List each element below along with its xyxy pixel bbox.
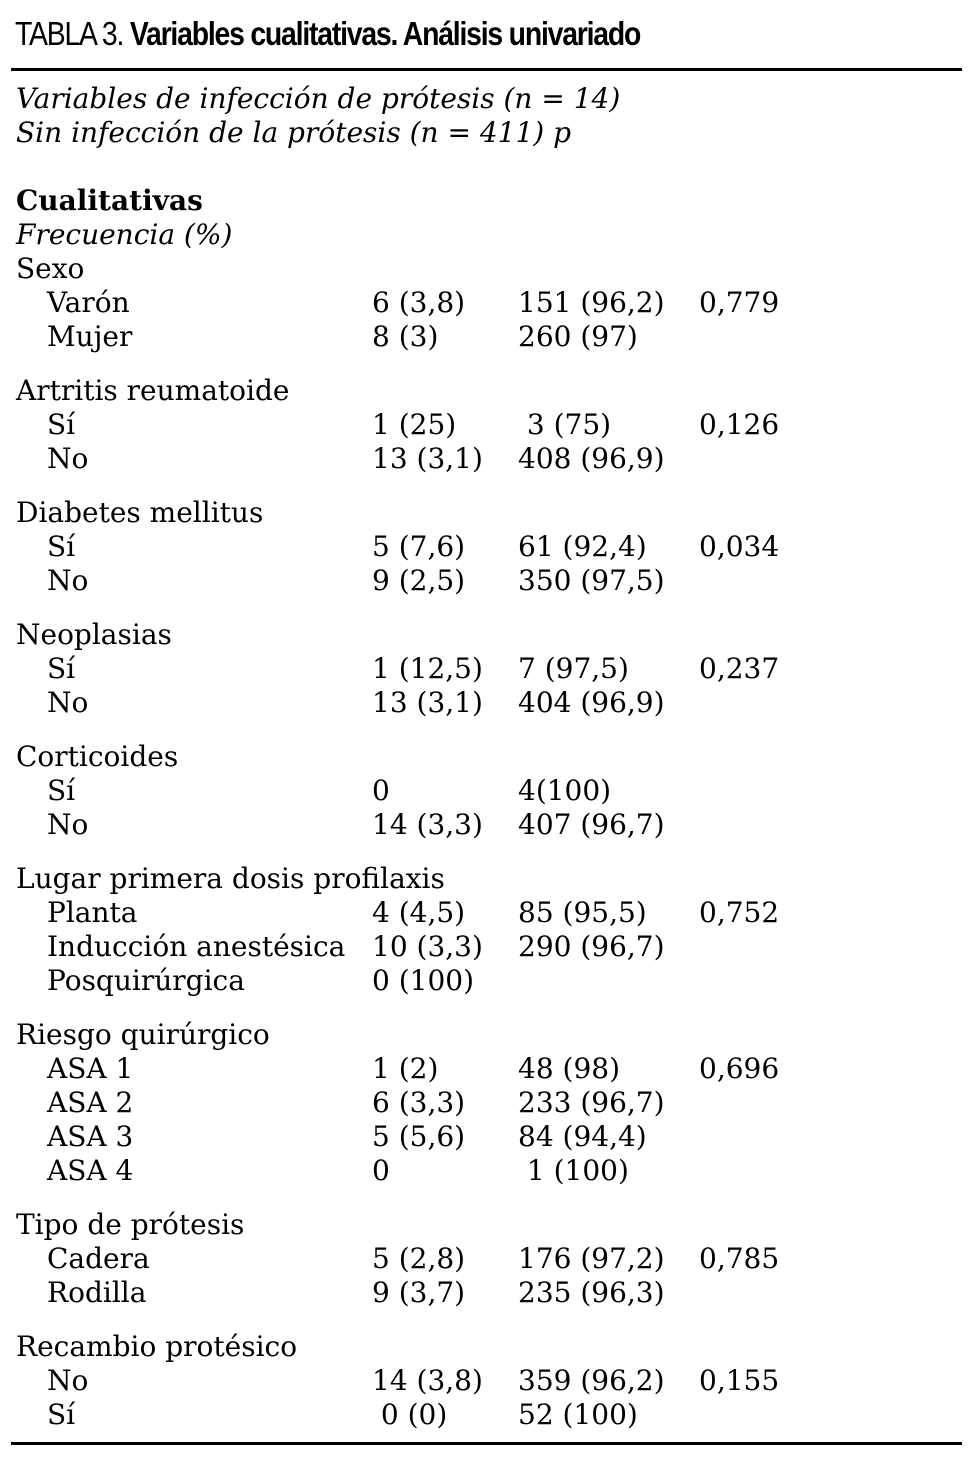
infection-count: 6 (3,8) — [372, 286, 466, 319]
table-row — [16, 1086, 665, 1120]
variable-group — [16, 618, 780, 720]
variable-group — [16, 862, 780, 998]
table-row — [16, 1242, 780, 1276]
table-row — [16, 1154, 629, 1188]
no-infection-count: 4(100) — [518, 774, 612, 807]
row-label: Sí — [47, 530, 76, 563]
bottom-rule — [11, 1442, 962, 1445]
no-infection-count: 404 (96,9) — [518, 686, 665, 719]
row-label: Cadera — [47, 1242, 150, 1275]
table-row — [16, 564, 665, 598]
table-row — [16, 1398, 638, 1432]
table-row — [16, 774, 612, 808]
infection-count: 5 (5,6) — [372, 1120, 466, 1153]
group-name: Riesgo quirúrgico — [16, 1018, 270, 1051]
no-infection-count: 408 (96,9) — [518, 442, 665, 475]
table-row — [16, 1276, 665, 1310]
table-row — [16, 1364, 780, 1398]
no-infection-count: 151 (96,2) — [518, 286, 665, 319]
no-infection-count: 176 (97,2) — [518, 1242, 665, 1275]
no-infection-count: 290 (96,7) — [518, 930, 665, 963]
no-infection-count: 85 (95,5) — [518, 896, 647, 929]
no-infection-count: 84 (94,4) — [518, 1120, 647, 1153]
group-name: Corticoides — [16, 740, 179, 773]
infection-count: 0 (100) — [372, 964, 475, 997]
p-value: 0,155 — [699, 1364, 780, 1397]
no-infection-count: 407 (96,7) — [518, 808, 665, 841]
row-label: Varón — [47, 286, 130, 319]
table-row — [16, 442, 665, 476]
variable-group — [16, 496, 780, 598]
no-infection-count: 235 (96,3) — [518, 1276, 665, 1309]
infection-count: 0 (0) — [372, 1398, 448, 1431]
no-infection-count: 359 (96,2) — [518, 1364, 665, 1397]
header-line: Sin infección de la prótesis (n = 411) p — [16, 116, 572, 149]
no-infection-count: 48 (98) — [518, 1052, 621, 1085]
row-label: No — [47, 442, 89, 475]
p-value: 0,126 — [699, 408, 780, 441]
no-infection-count: 350 (97,5) — [518, 564, 665, 597]
table-row — [16, 964, 475, 998]
no-infection-count: 1 (100) — [518, 1154, 629, 1187]
infection-count: 6 (3,3) — [372, 1086, 466, 1119]
infection-count: 0 — [372, 774, 390, 807]
p-value: 0,237 — [699, 652, 780, 685]
group-name: Artritis reumatoide — [16, 374, 290, 407]
no-infection-count: 7 (97,5) — [518, 652, 629, 685]
no-infection-count: 52 (100) — [518, 1398, 638, 1431]
infection-count: 5 (7,6) — [372, 530, 466, 563]
no-infection-count: 61 (92,4) — [518, 530, 647, 563]
header-line: Variables de infección de prótesis (n = 14) — [16, 82, 621, 115]
group-name: Lugar primera dosis profilaxis — [16, 862, 445, 895]
group-name: Tipo de prótesis — [16, 1208, 245, 1241]
p-value: 0,785 — [699, 1242, 780, 1275]
row-label: ASA 3 — [47, 1120, 134, 1153]
p-value: 0,779 — [699, 286, 780, 319]
p-value: 0,752 — [699, 896, 780, 929]
table-row — [16, 652, 780, 686]
table-title-text: Variables cualitativas. Análisis univariado — [129, 15, 641, 52]
infection-count: 9 (3,7) — [372, 1276, 466, 1309]
infection-count: 13 (3,1) — [372, 442, 483, 475]
table-row — [16, 530, 780, 564]
variable-group — [16, 1018, 780, 1188]
table-row — [16, 320, 638, 354]
row-label: Sí — [47, 652, 76, 685]
no-infection-count: 233 (96,7) — [518, 1086, 665, 1119]
infection-count: 10 (3,3) — [372, 930, 483, 963]
top-rule — [11, 68, 962, 71]
row-label: Sí — [47, 408, 76, 441]
variable-groups — [16, 252, 780, 1432]
infection-count: 5 (2,8) — [372, 1242, 466, 1275]
row-label: No — [47, 686, 89, 719]
variable-group — [16, 1208, 780, 1310]
group-name: Sexo — [16, 252, 85, 285]
infection-count: 13 (3,1) — [372, 686, 483, 719]
group-name: Recambio protésico — [16, 1330, 298, 1363]
table-row — [16, 1120, 647, 1154]
no-infection-count: 3 (75) — [518, 408, 612, 441]
infection-count: 1 (25) — [372, 408, 457, 441]
infection-count: 1 (2) — [372, 1052, 439, 1085]
row-label: No — [47, 564, 89, 597]
variable-group — [16, 252, 780, 354]
row-label: Mujer — [47, 320, 133, 353]
row-label: ASA 1 — [47, 1052, 134, 1085]
row-label: Planta — [47, 896, 138, 929]
row-label: No — [47, 1364, 89, 1397]
table-row — [16, 930, 665, 964]
table-row — [16, 808, 665, 842]
infection-count: 4 (4,5) — [372, 896, 466, 929]
group-name: Diabetes mellitus — [16, 496, 264, 529]
infection-count: 14 (3,3) — [372, 808, 483, 841]
row-label: Sí — [47, 1398, 76, 1431]
row-label: No — [47, 808, 89, 841]
row-label: Inducción anestésica — [47, 930, 346, 963]
table-body — [16, 184, 780, 1432]
table-row — [16, 896, 780, 930]
infection-count: 14 (3,8) — [372, 1364, 483, 1397]
column-header — [16, 82, 620, 150]
variable-group — [16, 374, 780, 476]
group-name: Neoplasias — [16, 618, 172, 651]
infection-count: 8 (3) — [372, 320, 439, 353]
row-label: ASA 4 — [47, 1154, 134, 1187]
table-label: TABLA 3. — [15, 15, 124, 52]
section-title: Cualitativas — [16, 184, 203, 217]
infection-count: 0 — [372, 1154, 390, 1187]
row-label: ASA 2 — [47, 1086, 134, 1119]
row-label: Posquirúrgica — [47, 964, 245, 997]
row-label: Sí — [47, 774, 76, 807]
p-value: 0,696 — [699, 1052, 780, 1085]
table-row — [16, 1052, 780, 1086]
variable-group — [16, 1330, 780, 1432]
table-title — [15, 14, 832, 54]
table-row — [16, 408, 780, 442]
table-row — [16, 686, 665, 720]
variable-group — [16, 740, 665, 842]
no-infection-count: 260 (97) — [518, 320, 638, 353]
section-subtitle: Frecuencia (%) — [16, 218, 233, 251]
p-value: 0,034 — [699, 530, 780, 563]
table-row — [16, 286, 780, 320]
infection-count: 9 (2,5) — [372, 564, 466, 597]
row-label: Rodilla — [47, 1276, 147, 1309]
infection-count: 1 (12,5) — [372, 652, 483, 685]
